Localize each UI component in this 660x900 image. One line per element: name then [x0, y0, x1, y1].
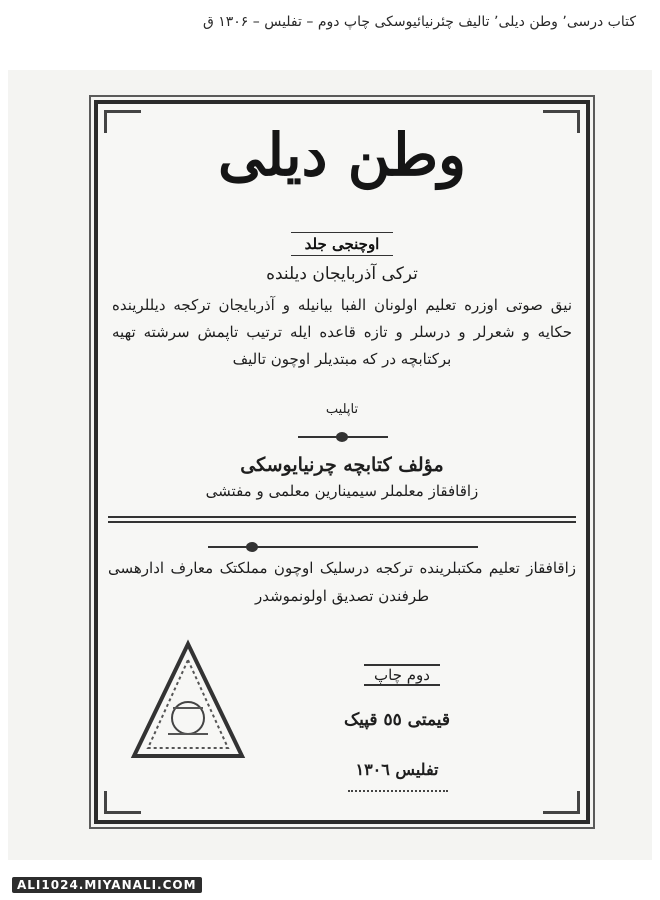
- corner-ornament-icon: [543, 791, 580, 814]
- approval-statement: زاقافقاز تعلیم مکتبلرینده ترکجه درسلیک اوچون مملکتک معارف ادارهسی طرفندن تصدیق اولونموشدر: [108, 559, 576, 605]
- page-caption: کتاب درسی٬ وطن دیلی٬ تالیف چئرنیائیوسکی چاپ دوم – تفلیس – ۱۳۰۶ ق: [202, 14, 636, 30]
- author-description: زاقافقاز معلملر سیمینارین معلمی و مفتشی: [205, 482, 479, 500]
- book-description-tail: تاپلیب: [325, 402, 359, 417]
- corner-ornament-icon: [104, 791, 141, 814]
- book-title: وطن دیلی: [217, 121, 467, 189]
- price-label: قیمتی ٥٥ قپیک: [343, 710, 451, 730]
- site-watermark: ALI1024.MIYANALI.COM: [12, 877, 202, 893]
- place-underline: [348, 790, 448, 792]
- edition-label-text: دوم چاپ: [364, 664, 440, 686]
- ornament-divider-icon: [208, 542, 478, 552]
- author-title: مؤلف کتابچه چرنیایوسکی: [240, 454, 444, 476]
- volume-subtitle: [98, 232, 586, 256]
- language-line: ترکی آذربایجان دیلنده: [266, 264, 418, 284]
- double-rule: [108, 516, 576, 518]
- double-rule: [108, 521, 576, 523]
- title-page-frame: [94, 100, 590, 824]
- ornament-divider-icon: [298, 432, 388, 442]
- book-description: نیق صوتی اوزره تعلیم اولونان الفبا بیانیله و آذربایجان ترکجه دیللرینده حکایه و شعرلر و درسلر و تازه قاعده ایله ترتیب تاپمش سرشته تهیه برکتابچه در که مبتدیلر اوچون تالیف: [112, 296, 572, 368]
- edition-label: [248, 664, 556, 686]
- triangular-seal-icon: [128, 638, 248, 764]
- volume-subtitle-text: اوچنجی جلد: [291, 232, 394, 256]
- publication-place-year: تفلیس ١٣٠٦: [355, 760, 439, 779]
